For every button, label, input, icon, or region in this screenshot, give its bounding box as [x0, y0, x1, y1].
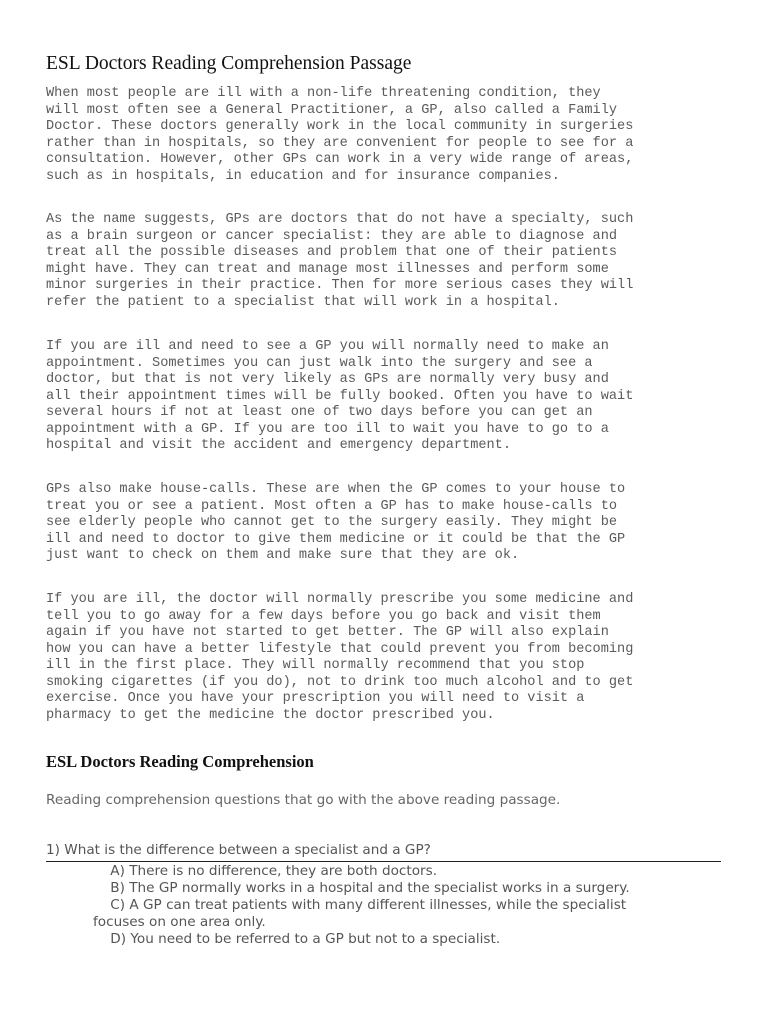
- section-heading: ESL Doctors Reading Comprehension: [46, 752, 314, 771]
- question-1: 1) What is the difference between a specialist and a GP?: [46, 842, 721, 862]
- option-d: D) You need to be referred to a GP but not to a specialist.: [93, 931, 501, 947]
- passage-paragraph-2: As the name suggests, GPs are doctors that do not have a specialty, such as a brain surgeon or cancer specialist: they are able to diagnose and treat all the possible diseases and problem that one of their patients might have. They can treat and manage most illnesses and perform some minor surgeries in their practice. Then for more serious cases they will refer the patient to a specialist that will work in a hospital.: [46, 212, 634, 310]
- passage-paragraph-3: If you are ill and need to see a GP you will normally need to make an appointment. Sometimes you can just walk into the surgery and see a doctor, but that is not very likely as GPs are normally very busy and all their appointment times will be fully booked. Often you have to wait several hours if not at least one of two days before you can get an appointment with a GP. If you are too ill to wait you have to go to a hospital and visit the accident and emergency department.: [46, 339, 634, 453]
- passage-title: ESL Doctors Reading Comprehension Passage: [46, 53, 412, 74]
- passage-paragraph-5: If you are ill, the doctor will normally prescribe you some medicine and tell you to go away for a few days before you go back and visit them again if you have not started to get better. The GP will also explain how you can have a better lifestyle that could prevent you from becoming ill in the first place. They will normally recommend that you stop smoking cigarettes (if you do), not to drink too much alcohol and to get exercise. Once you have your prescription you will need to visit a pharmacy to get the medicine the doctor prescribed you.: [46, 592, 634, 723]
- passage-paragraph-4: GPs also make house-calls. These are when the GP comes to your house to treat you or see a patient. Most often a GP has to make house-calls to see elderly people who cannot get to the surgery easily. They might be ill and need to doctor to give them medicine or it could be that the GP just want to check on them and make sure that they are ok.: [46, 482, 626, 563]
- option-a: A) There is no difference, they are both doctors.: [93, 863, 438, 879]
- passage-paragraph-1: When most people are ill with a non-life threatening condition, they will most often see a General Practitioner, a GP, also called a Family Doctor. These doctors generally work in the local community in surgeries rather than in hospitals, so they are convenient for people to see for a consultation. However, other GPs can work in a very wide range of areas, such as in hospitals, in education and for insurance companies.: [46, 86, 634, 184]
- option-c: C) A GP can treat patients with many different illnesses, while the specialist focuses on one area only.: [93, 897, 627, 930]
- questions-intro: Reading comprehension questions that go with the above reading passage.: [46, 792, 561, 808]
- option-b: B) The GP normally works in a hospital and the specialist works in a surgery.: [93, 880, 630, 896]
- question-1-options: [93, 863, 693, 948]
